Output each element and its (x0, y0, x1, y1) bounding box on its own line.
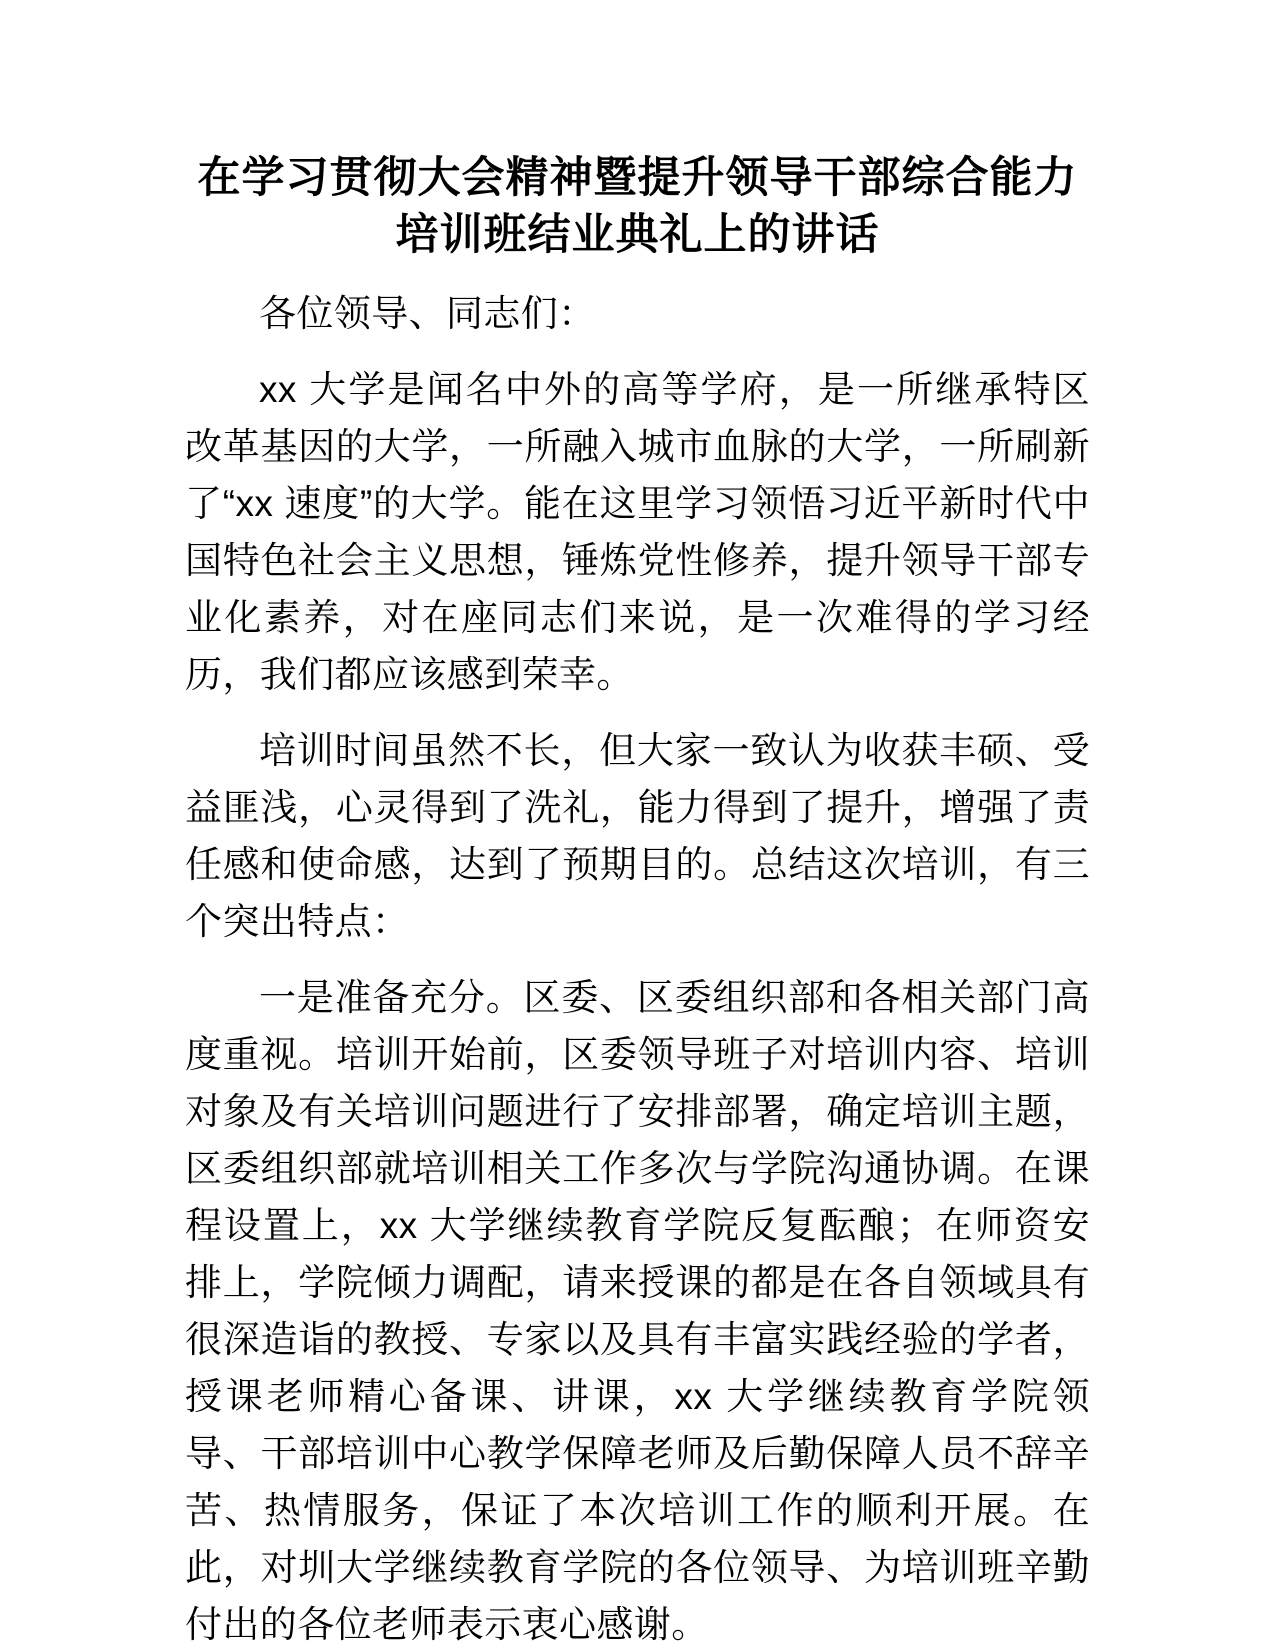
intro-paragraph: xx 大学是闻名中外的高等学府，是一所继承特区改革基因的大学，一所融入城市血脉的大学，一所刷新了“xx 速度”的大学。能在这里学习领悟习近平新时代中国特色社会主义思想，锤炼党性修养，提升领导干部专业化素养，对在座同志们来说，是一次难得的学习经历，我们都应该感到荣幸。 (185, 369, 1090, 695)
document-title-line-1: 在学习贯彻大会精神暨提升领导干部综合能力 (197, 154, 1078, 202)
point-one-paragraph: 一是准备充分。区委、区委组织部和各相关部门高度重视。培训开始前，区委领导班子对培训内容、培训对象及有关培训问题进行了安排部署，确定培训主题，区委组织部就培训相关工作多次与学院沟通协调。在课程设置上，xx 大学继续教育学院反复酝酿；在师资安排上，学院倾力调配，请来授课的都是在各自领域具有很深造诣的教授、专家以及具有丰富实践经验的学者，授课老师精心备课、讲课，xx 大学继续教育学院领导、干部培训中心教学保障老师及后勤保障人员不辞辛苦、热情服务，保证了本次培训工作的顺利开展。在此，对圳大学继续教育学院的各位领导、为培训班辛勤付出的各位老师表示衷心感谢。 (185, 977, 1090, 1645)
summary-paragraph: 培训时间虽然不长，但大家一致认为收获丰硕、受益匪浅，心灵得到了洗礼，能力得到了提升，增强了责任感和使命感，达到了预期目的。总结这次培训，有三个突出特点： (185, 730, 1090, 942)
document-title-line-2: 培训班结业典礼上的讲话 (395, 211, 880, 259)
document-title (163, 150, 1112, 264)
document-content (185, 150, 1090, 1650)
salutation-paragraph: 各位领导、同志们： (259, 293, 596, 334)
